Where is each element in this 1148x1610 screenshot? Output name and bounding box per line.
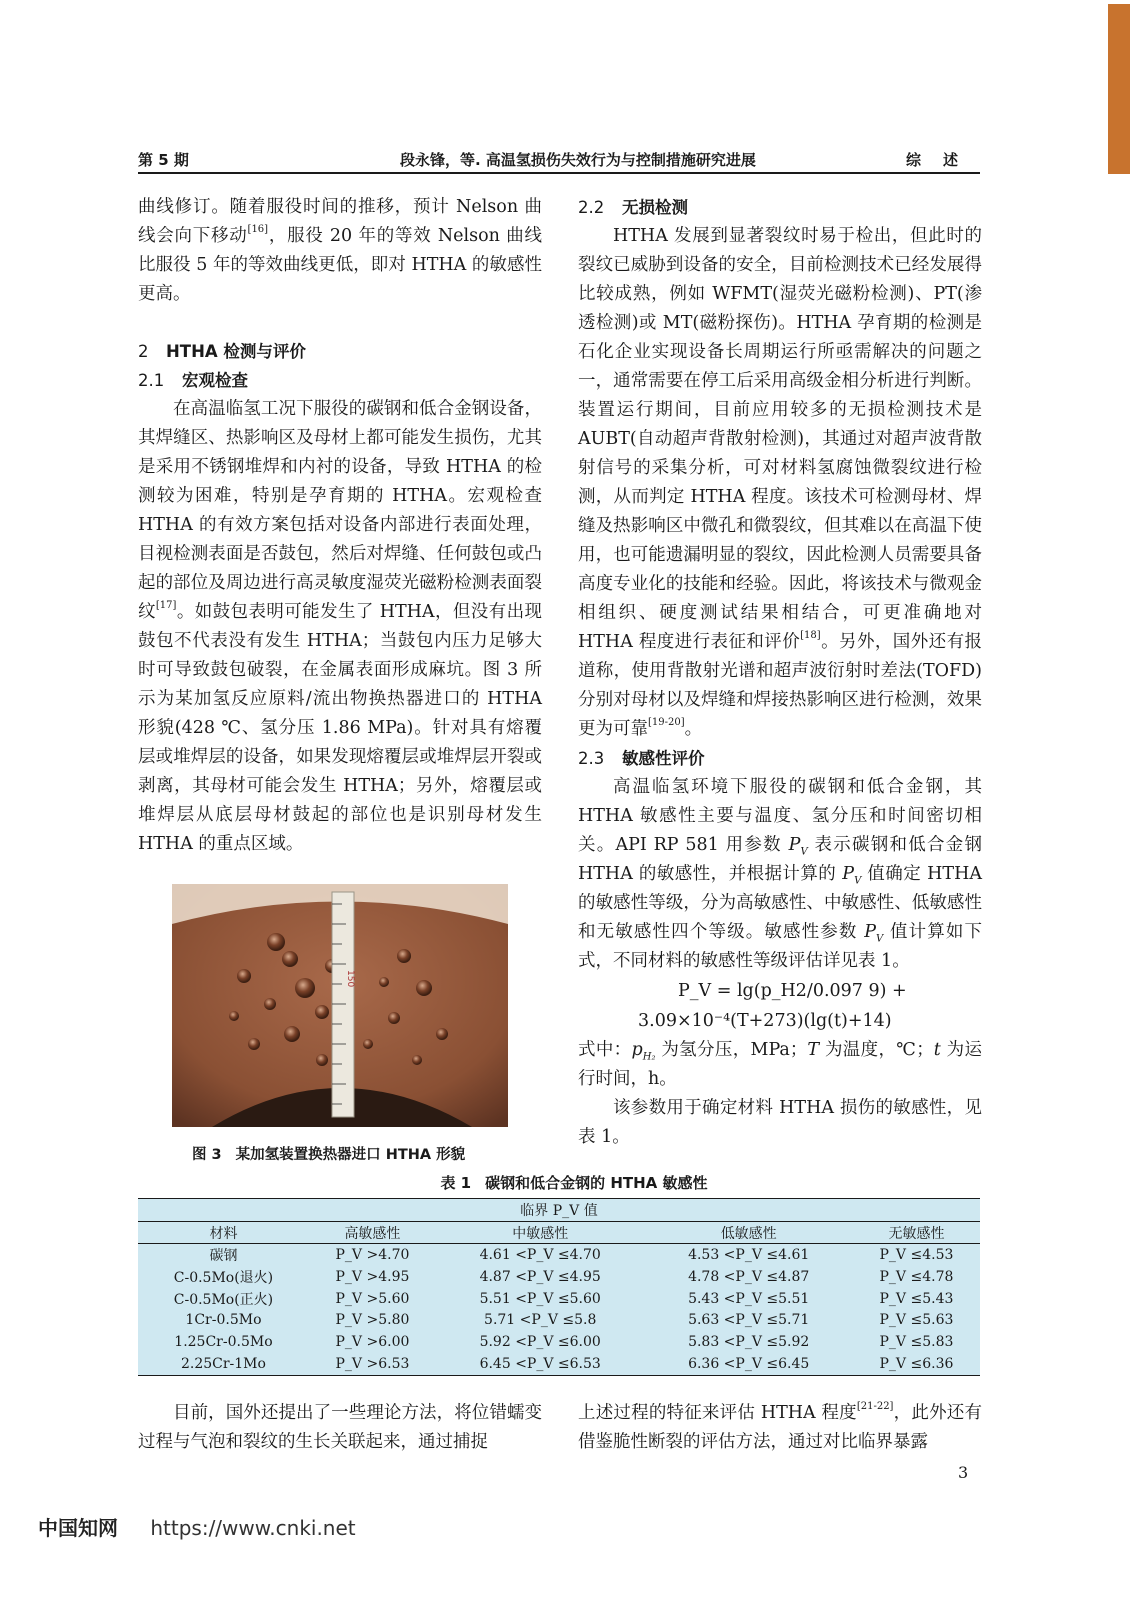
table-cell: 6.36 <P_V ≤6.45	[644, 1353, 852, 1375]
paragraph-theory-continued: 上述过程的特征来评估 HTHA 程度[21-22]，此外还有借鉴脆性断裂的评估方法，通过对比临界暴露	[578, 1401, 982, 1452]
table-header-cell: 高敏感性	[309, 1221, 436, 1244]
paragraph-sensitivity: 高温临氢环境下服役的碳钢和低合金钢，其 HTHA 敏感性主要与温度、氢分压和时间密切相关。API RP 581 用参数 $P_V$ 表示碳钢和低合金钢 HTHA 的敏感性，并根据计算的 $P_V$ 值确定 HTHA 的敏感性等级，分为高敏感性、中敏感性、低敏感性和无敏感性四个等级。敏感性参数 $P_V$ 值计算如下式，不同材料的敏感性等级评估详见表 1。	[578, 777, 983, 971]
table-cell: P_V ≤4.53	[879, 1247, 954, 1264]
table-cell: P_V >4.70	[335, 1247, 410, 1264]
table-cell: 4.87 <P_V ≤4.95	[479, 1268, 601, 1285]
table-header-cell: 无敏感性	[853, 1221, 980, 1244]
section-label: 综述	[905, 151, 980, 169]
section-heading-2-2: 2.2 无损检测	[578, 198, 688, 217]
table-cell: 4.61 <P_V ≤4.70	[479, 1247, 601, 1264]
table-cell: C-0.5Mo(退火)	[173, 1269, 274, 1286]
table-cell: 1.25Cr-0.5Mo	[174, 1333, 273, 1350]
ruler-digit: 150	[345, 970, 355, 988]
table-row	[138, 1353, 980, 1375]
citation: [19-20]	[648, 717, 685, 729]
table-cell: 2.25Cr-1Mo	[138, 1353, 309, 1375]
sensitivity-table	[138, 1198, 980, 1376]
table-cell: P_V ≤4.78	[879, 1268, 954, 1285]
table-cell: 碳钢	[209, 1248, 238, 1265]
accent-bar	[1108, 4, 1130, 174]
cnki-logo: 中国知网	[38, 1516, 118, 1540]
table-cell: 5.71 <P_V ≤5.8	[484, 1312, 597, 1329]
footer-url[interactable]: https://www.cnki.net	[150, 1516, 356, 1540]
table-row	[138, 1266, 980, 1288]
table-header-cell: 中敏感性	[436, 1221, 644, 1244]
citation: [21-22]	[856, 1401, 894, 1413]
paragraph-continuation: 曲线修订。随着服役时间的推移，预计 Nelson 曲线会向下移动[16]，服役 20 年的等效 Nelson 曲线比服役 5 年的等效曲线更低，即对 HTHA 的敏感性更高。	[138, 197, 542, 304]
table-cell: P_V >4.95	[335, 1268, 410, 1285]
paragraph-theory: 目前，国外还提出了一些理论方法，将位错蠕变过程与气泡和裂纹的生长关联起来，通过捕捉	[138, 1403, 542, 1452]
table-cell: 5.92 <P_V ≤6.00	[479, 1333, 601, 1350]
right-column	[578, 193, 982, 1152]
section-heading-2-3: 2.3 敏感性评价	[578, 749, 705, 768]
table-span-header: 临界 P_V 值	[138, 1199, 980, 1222]
table-cell: 5.51 <P_V ≤5.60	[479, 1290, 601, 1307]
table-header-cell: 低敏感性	[644, 1221, 852, 1244]
table-row	[138, 1288, 980, 1310]
bottom-left-text	[138, 1399, 542, 1457]
table-cell: 5.43 <P_V ≤5.51	[688, 1290, 810, 1307]
paragraph-see-table: 该参数用于确定材料 HTHA 损伤的敏感性，见表 1。	[578, 1098, 982, 1147]
citation: [16]	[247, 224, 269, 236]
htha-surface-image	[172, 884, 508, 1127]
pv-formula	[578, 976, 982, 1036]
table-cell: 4.53 <P_V ≤4.61	[688, 1247, 810, 1264]
table-cell: P_V >5.60	[335, 1290, 410, 1307]
footer	[38, 1512, 356, 1541]
table-caption: 表 1 碳钢和低合金钢的 HTHA 敏感性	[440, 1174, 708, 1192]
table-cell: P_V >6.00	[335, 1333, 410, 1350]
formula-line-2: 3.09×10⁻⁴(T+273)(lg(t)+14)	[638, 1011, 892, 1031]
citation: [17]	[155, 600, 177, 612]
table-cell: 4.78 <P_V ≤4.87	[688, 1268, 810, 1285]
paragraph-ndt: HTHA 发展到显著裂纹时易于检出，但此时的裂纹已威胁到设备的安全，目前检测技术已经发展得比较成熟，例如 WFMT(湿荧光磁粉检测)、PT(渗透检测)或 MT(磁粉探伤)。HTHA 孕育期的检测是石化企业实现设备长周期运行所亟需解决的问题之一，通常需要在停工后采用高级金相分析进行判断。装置运行期间，目前应用较多的无损检测技术是 AUBT(自动超声背散射检测)，其通过对超声波背散射信号的采集分析，可对材料氢腐蚀微裂纹进行检测，从而判定 HTHA 程度。该技术可检测母材、焊缝及热影响区中微孔和微裂纹，但其难以在高温下使用，也可能遗漏明显的裂纹，因此检测人员需要具备高度专业化的技能和经验。因此，将该技术与微观金相组织、硬度测试结果相结合，可更准确地对 HTHA 程度进行表征和评价[18]。另外，国外还有报道称，使用背散射光谱和超声波衍射时差法(TOFD)分别对母材以及焊缝和焊接热影响区进行检测，效果更为可靠[19-20]。	[578, 226, 982, 739]
figure-photo	[172, 884, 508, 1127]
section-heading-2: 2 HTHA 检测与评价	[138, 342, 306, 361]
issue-number: 第 5 期	[138, 151, 189, 169]
table-cell: P_V >6.53	[309, 1353, 436, 1375]
bottom-right-text	[578, 1399, 982, 1457]
left-column	[138, 193, 542, 859]
running-head	[138, 149, 980, 173]
table-cell: C-0.5Mo(正火)	[173, 1291, 274, 1308]
figure-caption: 图 3 某加氢装置换热器进口 HTHA 形貌	[192, 1147, 466, 1163]
formula-line-1: P_V = lg(p_H2/0.097 9) +	[678, 981, 907, 1001]
table-header-cell: 材料	[138, 1221, 309, 1244]
table-row	[138, 1244, 980, 1266]
table-cell: 5.63 <P_V ≤5.71	[688, 1312, 810, 1329]
paragraph-macro-inspection: 在高温临氢工况下服役的碳钢和低合金钢设备，其焊缝区、热影响区及母材上都可能发生损伤，尤其是采用不锈钢堆焊和内衬的设备，导致 HTHA 的检测较为困难，特别是孕育期的 HTHA。宏观检查 HTHA 的有效方案包括对设备内部进行表面处理，目视检测表面是否鼓包，然后对焊缝、任何鼓包或凸起的部位及周边进行高灵敏度湿荧光磁粉检测表面裂纹[17]。如鼓包表明可能发生了 HTHA，但没有出现鼓包不代表没有发生 HTHA；当鼓包内压力足够大时可导致鼓包破裂，在金属表面形成麻坑。图 3 所示为某加氢反应原料/流出物换热器进口的 HTHA 形貌(428 ℃、氢分压 1.86 MPa)。针对具有熔覆层或堆焊层的设备，如果发现熔覆层或堆焊层开裂或剥离，其母材可能会发生 HTHA；另外，熔覆层或堆焊层从底层母材鼓起的部位也是识别母材发生 HTHA 的重点区域。	[138, 399, 542, 854]
table-cell: 5.83 <P_V ≤5.92	[688, 1333, 810, 1350]
table-cell: P_V ≤5.43	[879, 1290, 954, 1307]
table-cell: P_V ≤6.36	[853, 1353, 980, 1375]
table-row	[138, 1331, 980, 1353]
table-cell: 1Cr-0.5Mo	[185, 1312, 262, 1329]
table-cell: P_V >5.80	[335, 1312, 410, 1329]
table-cell: P_V ≤5.63	[879, 1312, 954, 1329]
table-cell: 6.45 <P_V ≤6.53	[436, 1353, 644, 1375]
citation: [18]	[800, 630, 821, 642]
section-heading-2-1: 2.1 宏观检查	[138, 371, 248, 390]
page-number: 3	[958, 1463, 969, 1482]
table-row	[138, 1309, 980, 1331]
header-rule	[138, 172, 980, 174]
paragraph-where: 式中：$p_{H_2}$ 为氢分压，MPa；T 为温度，℃；t 为运行时间，h。	[578, 1040, 982, 1089]
article-title: 段永锋，等. 高温氢损伤失效行为与控制措施研究进展	[400, 151, 756, 169]
table-cell: P_V ≤5.83	[879, 1333, 954, 1350]
